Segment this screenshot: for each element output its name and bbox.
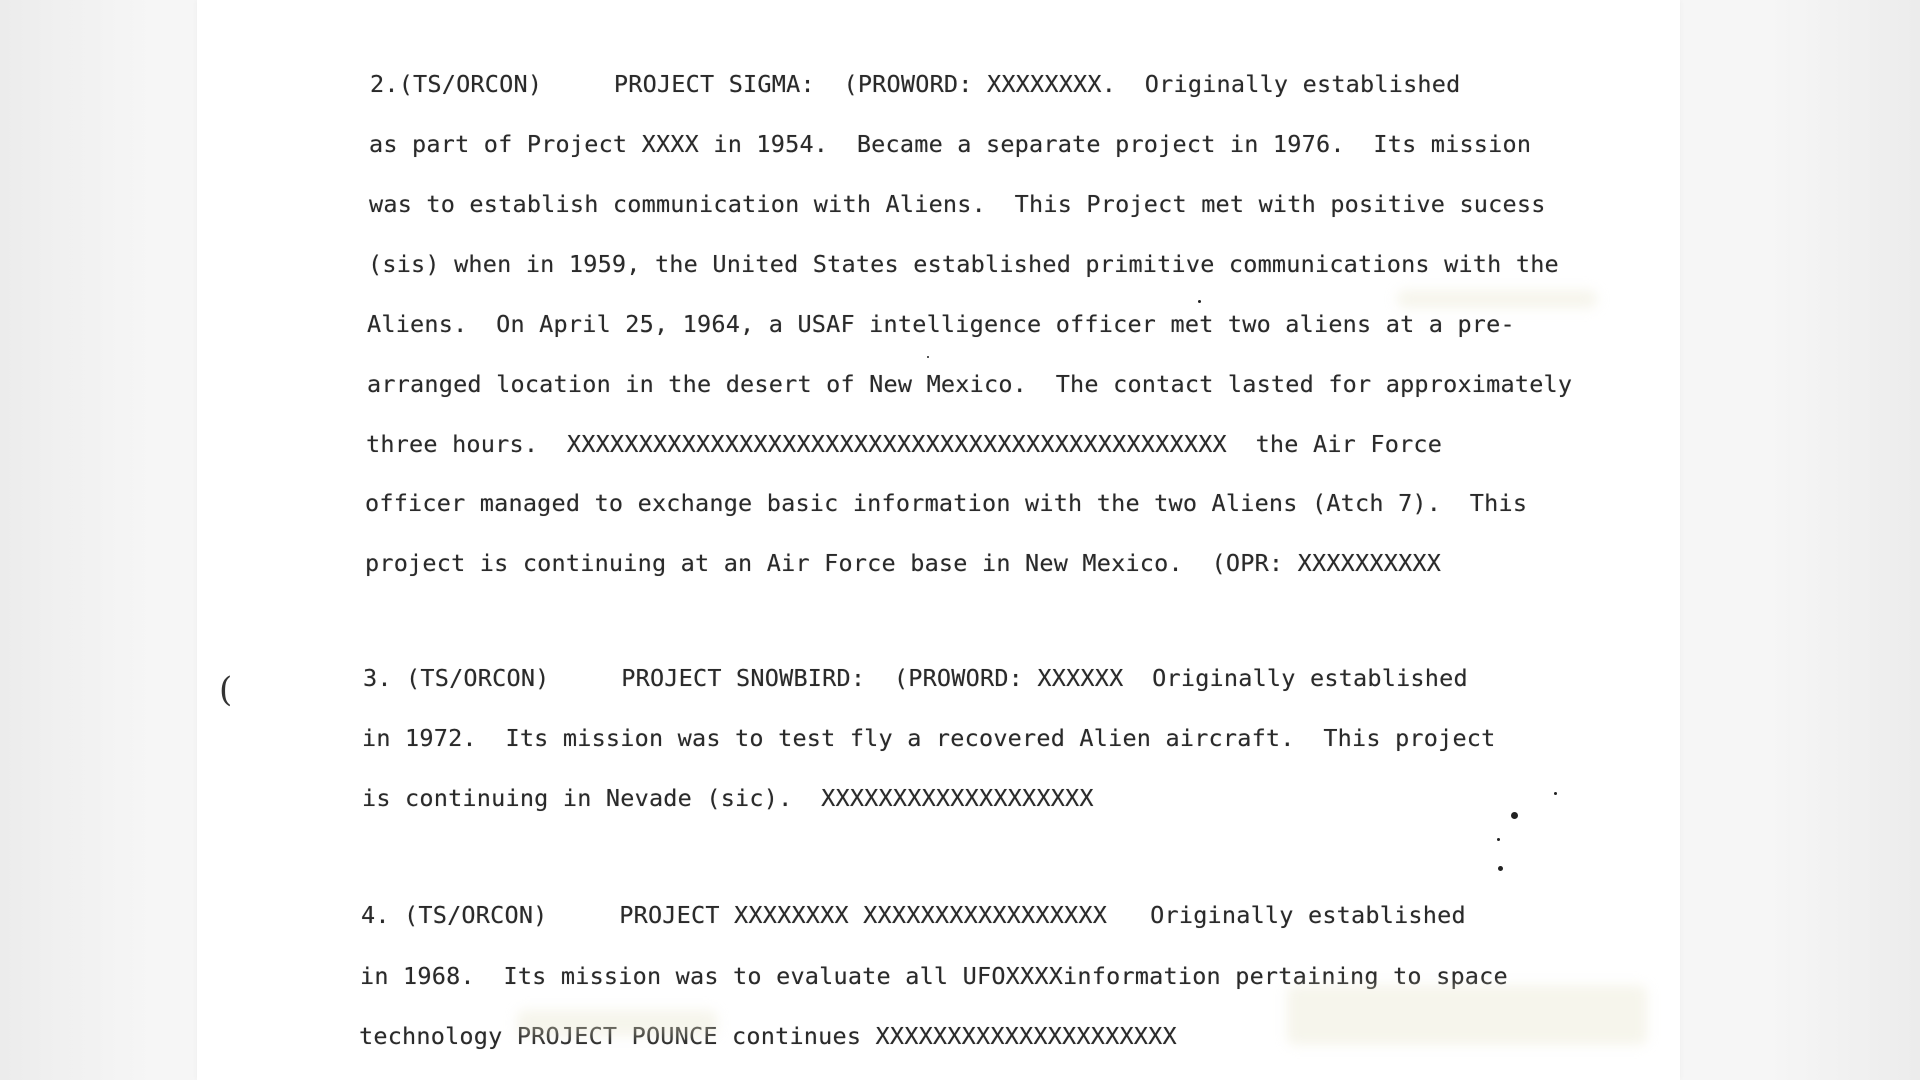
scan-speck xyxy=(927,356,929,358)
text-line: 3. (TS/ORCON) PROJECT SNOWBIRD: (PROWORD: XXXXXX Originally established xyxy=(363,664,1468,692)
text-line: in 1972. Its mission was to test fly a recovered Alien aircraft. This project xyxy=(362,724,1496,752)
scan-smudge xyxy=(1397,290,1597,308)
text-line: in 1968. Its mission was to evaluate all UFOXXXXinformation pertaining to space xyxy=(360,962,1508,990)
text-line: as part of Project XXXX in 1954. Became a separate project in 1976. Its mission xyxy=(369,130,1532,158)
scan-speck xyxy=(1498,866,1503,871)
scan-smudge xyxy=(517,1010,717,1036)
text-line: was to establish communication with Aliens. This Project met with positive sucess xyxy=(369,190,1546,218)
scan-speck xyxy=(1554,792,1557,795)
scan-speck xyxy=(1198,300,1201,303)
text-line: officer managed to exchange basic information with the two Aliens (Atch 7). This xyxy=(365,489,1528,517)
text-line: (sis) when in 1959, the United States established primitive communications with the xyxy=(368,250,1559,278)
text-line: arranged location in the desert of New Mexico. The contact lasted for approximately xyxy=(367,370,1573,398)
text-line: project is continuing at an Air Force base in New Mexico. (OPR: XXXXXXXXXX xyxy=(365,549,1442,577)
text-line: Aliens. On April 25, 1964, a USAF intelligence officer met two aliens at a pre- xyxy=(367,310,1515,338)
scan-smudge xyxy=(1287,985,1647,1045)
text-line: three hours. XXXXXXXXXXXXXXXXXXXXXXXXXXXXXXXXXXXXXXXXXXXXXX the Air Force xyxy=(366,430,1443,458)
margin-mark: ( xyxy=(219,670,233,710)
text-line: is continuing in Nevade (sic). XXXXXXXXXXXXXXXXXXX xyxy=(362,784,1094,812)
scan-speck xyxy=(1497,838,1500,841)
text-line: 4. (TS/ORCON) PROJECT XXXXXXXX XXXXXXXXXXXXXXXXX Originally established xyxy=(361,901,1466,929)
text-line: technology PROJECT POUNCE continues XXXXXXXXXXXXXXXXXXXXX xyxy=(359,1022,1177,1050)
text-line: 2.(TS/ORCON) PROJECT SIGMA: (PROWORD: XXXXXXXX. Originally established xyxy=(370,70,1461,98)
document-page xyxy=(197,0,1680,1080)
scan-speck xyxy=(1511,812,1518,819)
